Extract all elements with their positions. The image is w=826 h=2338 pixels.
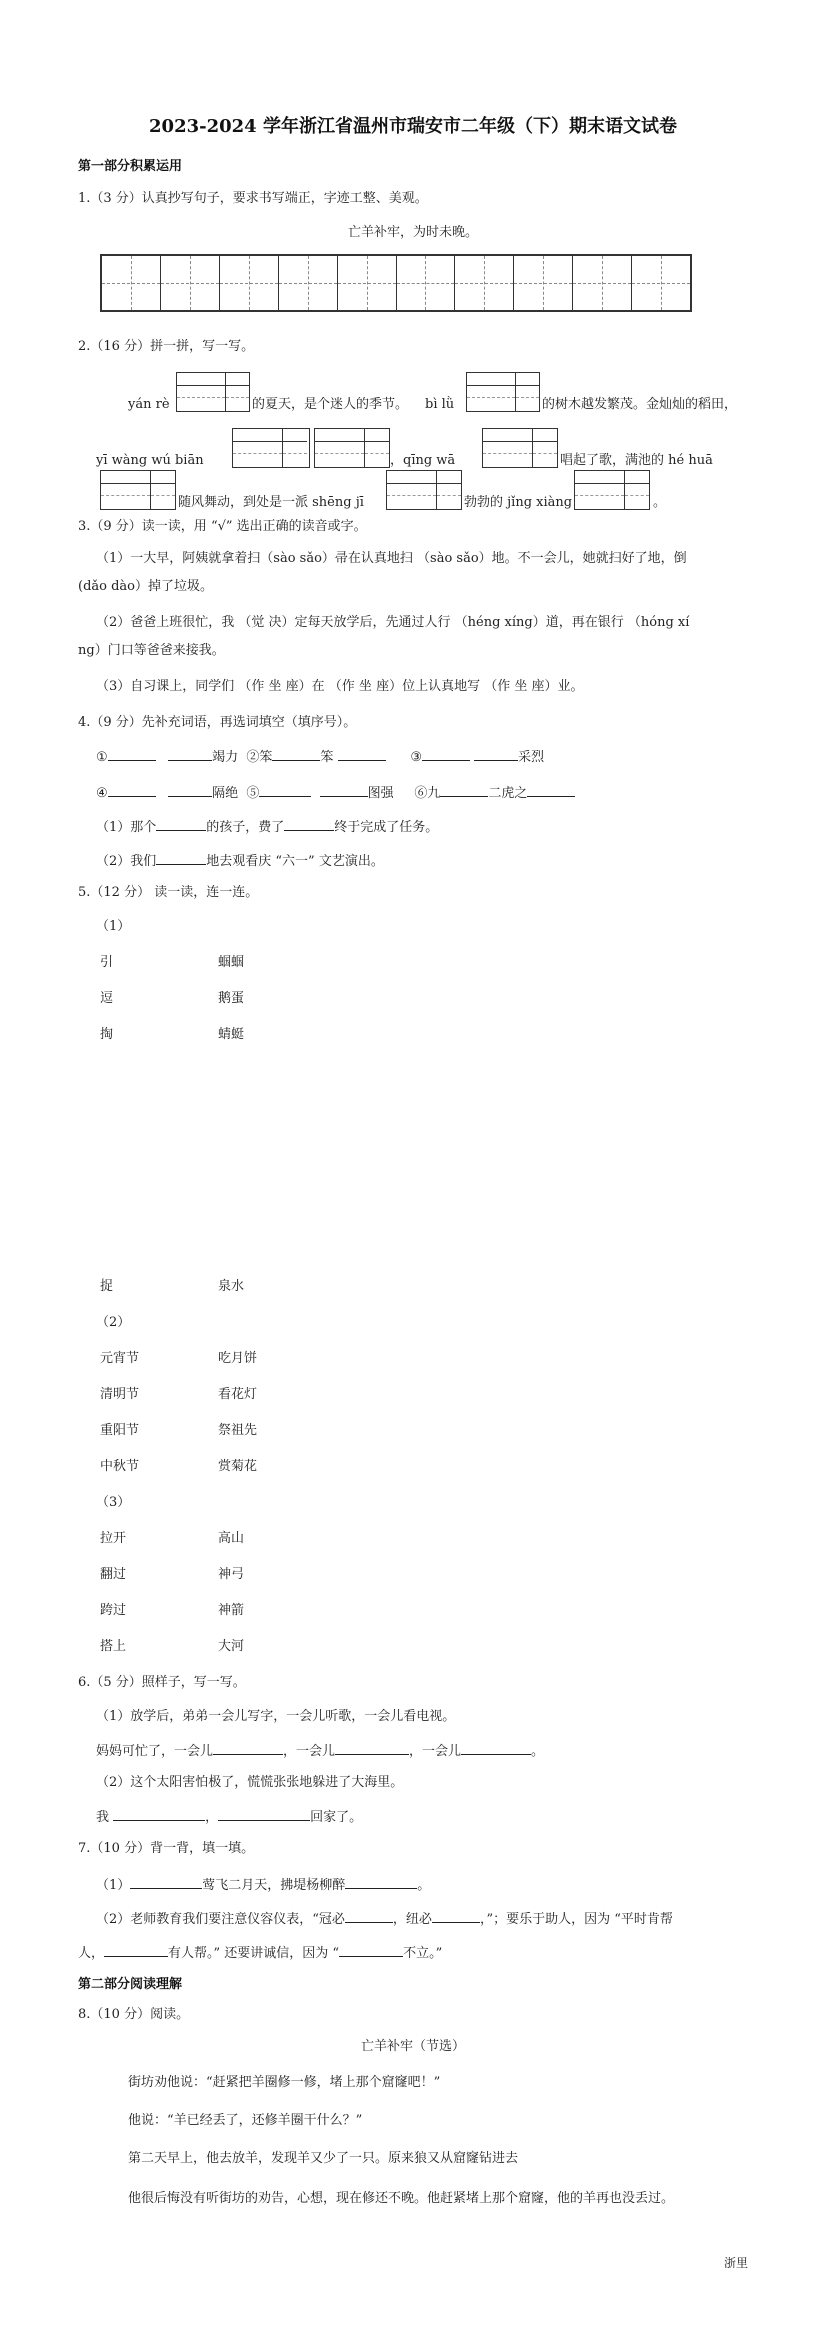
q2-pinyin-yanre: yán rè [128, 397, 170, 412]
q2-answer-box[interactable] [386, 470, 462, 510]
match-left[interactable]: 重阳节 [100, 1423, 140, 1438]
q8-paragraph: 他很后悔没有听街坊的劝告，心想，现在修还不晚。他赶紧堵上那个窟窿，他的羊再也没丢过。 [128, 2191, 675, 2206]
match-left[interactable]: 捉 [100, 1279, 114, 1294]
q4-blank[interactable] [338, 746, 386, 761]
match-right[interactable]: 泉水 [218, 1279, 245, 1294]
q3-stem: 3.（9 分）读一读，用 “√” 选出正确的读音或字。 [78, 519, 367, 534]
match-right[interactable]: 高山 [218, 1531, 245, 1546]
q8-paragraph: 街坊劝他说：“赶紧把羊圈修一修，堵上那个窟窿吧！” [128, 2075, 441, 2090]
match-right[interactable]: 蝈蝈 [218, 955, 245, 970]
q4-blank[interactable] [422, 746, 470, 761]
q4-blank[interactable] [284, 816, 334, 831]
match-right[interactable]: 蜻蜓 [218, 1027, 245, 1042]
match-left[interactable]: 拉开 [100, 1531, 127, 1546]
match-left[interactable]: 逗 [100, 991, 114, 1006]
grid-cell[interactable] [279, 256, 338, 310]
q5-part3-label: （3） [96, 1495, 131, 1510]
q3-s2b: ng）门口等爸爸来接我。 [78, 643, 225, 658]
grid-cell[interactable] [573, 256, 632, 310]
q1-writing-grid[interactable] [100, 254, 692, 312]
q6-answer2: 我 ， 回家了。 [96, 1806, 362, 1827]
q7-s3: 人， 有人帮。” 还要讲诚信，因为 “ 不立。” [78, 1942, 442, 1963]
grid-cell[interactable] [397, 256, 456, 310]
match-left[interactable]: 中秋节 [100, 1459, 140, 1474]
match-right[interactable]: 大河 [218, 1639, 245, 1654]
q4-blank[interactable] [168, 746, 212, 761]
q2-stem: 2.（16 分）拼一拼，写一写。 [78, 339, 255, 354]
q3-s3: （3）自习课上，同学们 （作 坐 座）在 （作 坐 座）位上认真地写 （作 坐 座）业。 [96, 679, 584, 694]
q4-stem: 4.（9 分）先补充词语，再选词填空（填序号）。 [78, 715, 357, 730]
match-left[interactable]: 掏 [100, 1027, 114, 1042]
match-right[interactable]: 吃月饼 [218, 1351, 258, 1366]
q7-blank[interactable] [345, 1874, 417, 1889]
exam-title: 2023-2024 学年浙江省温州市瑞安市二年级（下）期末语文试卷 [149, 116, 677, 137]
q8-stem: 8.（10 分）阅读。 [78, 2007, 190, 2022]
q5-stem: 5.（12 分） 读一读，连一连。 [78, 885, 259, 900]
q2-text: 的树木越发繁茂。金灿灿的稻田， [542, 397, 738, 412]
match-left[interactable]: 跨过 [100, 1603, 127, 1618]
q7-s2: （2）老师教育我们要注意仪容仪表，“冠必 ，纽必 ，”；要乐于助人，因为 “平时肯帮 [96, 1908, 673, 1929]
q2-answer-box[interactable] [314, 428, 390, 468]
q2-text: 的夏天，是个迷人的季节。 [252, 397, 409, 412]
q7-blank[interactable] [130, 1874, 202, 1889]
q5-part2-label: （2） [96, 1315, 131, 1330]
match-right[interactable]: 神弓 [218, 1567, 245, 1582]
q6-blank[interactable] [335, 1740, 409, 1755]
grid-cell[interactable] [161, 256, 220, 310]
q2-answer-box[interactable] [176, 372, 250, 412]
q4-blank[interactable] [108, 746, 156, 761]
grid-cell[interactable] [220, 256, 279, 310]
q3-s1b: (dǎo dào）掉了垃圾。 [78, 579, 214, 594]
q4-row2: ④ 隔绝 ⑤ 图强 ⑥九 二虎之 [96, 782, 575, 803]
grid-cell[interactable] [102, 256, 161, 310]
q7-blank[interactable] [339, 1942, 403, 1957]
q2-pinyin-yiwangwubian: yī wàng wú biān [96, 453, 204, 468]
match-right[interactable]: 看花灯 [218, 1387, 258, 1402]
q4-item: ① [96, 750, 108, 765]
q7-stem: 7.（10 分）背一背，填一填。 [78, 1841, 255, 1856]
q4-s2: （2）我们 地去观看庆 “六一” 文艺演出。 [96, 850, 384, 871]
q3-s2a: （2）爸爸上班很忙，我 （觉 决）定每天放学后，先通过人行 （héng xíng）道，再在银行 （hóng xí [96, 615, 690, 630]
q2-answer-box[interactable] [574, 470, 650, 510]
match-left[interactable]: 翻过 [100, 1567, 127, 1582]
grid-cell[interactable] [455, 256, 514, 310]
q4-row1: ① 竭力 ②笨 笨 ③ 采烈 [96, 746, 544, 767]
q2-answer-box[interactable] [232, 428, 310, 468]
q6-stem: 6.（5 分）照样子，写一写。 [78, 1675, 246, 1690]
q3-s1a: （1）一大早，阿姨就拿着扫（sào sǎo）帚在认真地扫 （sào sǎo）地。不一会儿，她就扫好了地，倒 [96, 551, 687, 566]
grid-cell[interactable] [338, 256, 397, 310]
part1-heading: 第一部分积累运用 [78, 159, 183, 174]
q5-part1-label: （1） [96, 919, 131, 934]
match-left[interactable]: 清明节 [100, 1387, 140, 1402]
q4-blank[interactable] [272, 746, 320, 761]
q4-blank[interactable] [527, 782, 575, 797]
q2-text: 随风舞动，到处是一派 shēng jī [178, 495, 364, 510]
q2-text: 。 [653, 495, 667, 510]
q4-blank[interactable] [474, 746, 518, 761]
match-left[interactable]: 引 [100, 955, 114, 970]
q4-blank[interactable] [320, 782, 368, 797]
match-left[interactable]: 搭上 [100, 1639, 127, 1654]
q2-text: 唱起了歌，满池的 hé huā [560, 453, 713, 468]
q4-blank[interactable] [259, 782, 311, 797]
page-footer: 浙里 [724, 2256, 749, 2270]
q6-blank[interactable] [461, 1740, 531, 1755]
q6-answer1: 妈妈可忙了，一会儿 ，一会儿 ，一会儿 。 [96, 1740, 544, 1761]
q2-text: 勃勃的 jǐng xiàng [464, 495, 573, 510]
q4-blank[interactable] [108, 782, 156, 797]
q2-answer-box[interactable] [482, 428, 558, 468]
match-right[interactable]: 神箭 [218, 1603, 245, 1618]
q7-s1: （1） 莺飞二月天，拂堤杨柳醉 。 [96, 1874, 430, 1895]
q4-blank[interactable] [156, 850, 206, 865]
q6-example1: （1）放学后，弟弟一会儿写字，一会儿听歌，一会儿看电视。 [96, 1709, 456, 1724]
q8-paragraph: 第二天早上，他去放羊，发现羊又少了一只。原来狼又从窟窿钻进去 [128, 2151, 519, 2166]
q6-blank[interactable] [218, 1806, 310, 1821]
grid-cell[interactable] [514, 256, 573, 310]
q1-stem: 1.（3 分）认真抄写句子，要求书写端正，字迹工整、美观。 [78, 191, 428, 206]
match-right[interactable]: 赏菊花 [218, 1459, 258, 1474]
grid-cell[interactable] [632, 256, 690, 310]
q8-passage-title: 亡羊补牢（节选） [360, 2039, 465, 2054]
match-right[interactable]: 祭祖先 [218, 1423, 258, 1438]
q2-answer-box[interactable] [100, 470, 176, 510]
q6-blank[interactable] [213, 1740, 283, 1755]
match-left[interactable]: 元宵节 [100, 1351, 140, 1366]
part2-heading: 第二部分阅读理解 [78, 1977, 183, 1992]
q8-paragraph: 他说：“羊已经丢了，还修羊圈干什么？” [128, 2113, 363, 2128]
q2-pinyin-qingwa: ，qīng wā [390, 453, 456, 468]
q7-blank[interactable] [104, 1942, 168, 1957]
q7-blank[interactable] [432, 1908, 480, 1923]
q6-example2: （2）这个太阳害怕极了，慌慌张张地躲进了大海里。 [96, 1775, 404, 1790]
q4-blank[interactable] [440, 782, 488, 797]
q4-blank[interactable] [168, 782, 212, 797]
q2-answer-box[interactable] [466, 372, 540, 412]
q4-blank[interactable] [156, 816, 206, 831]
q1-sentence: 亡羊补牢，为时未晚。 [347, 225, 478, 240]
q2-pinyin-bilv: bì lǜ [425, 397, 455, 412]
q4-s1: （1）那个 的孩子，费了 终于完成了任务。 [96, 816, 438, 837]
match-right[interactable]: 鹅蛋 [218, 991, 245, 1006]
q6-blank[interactable] [113, 1806, 205, 1821]
q7-blank[interactable] [345, 1908, 393, 1923]
